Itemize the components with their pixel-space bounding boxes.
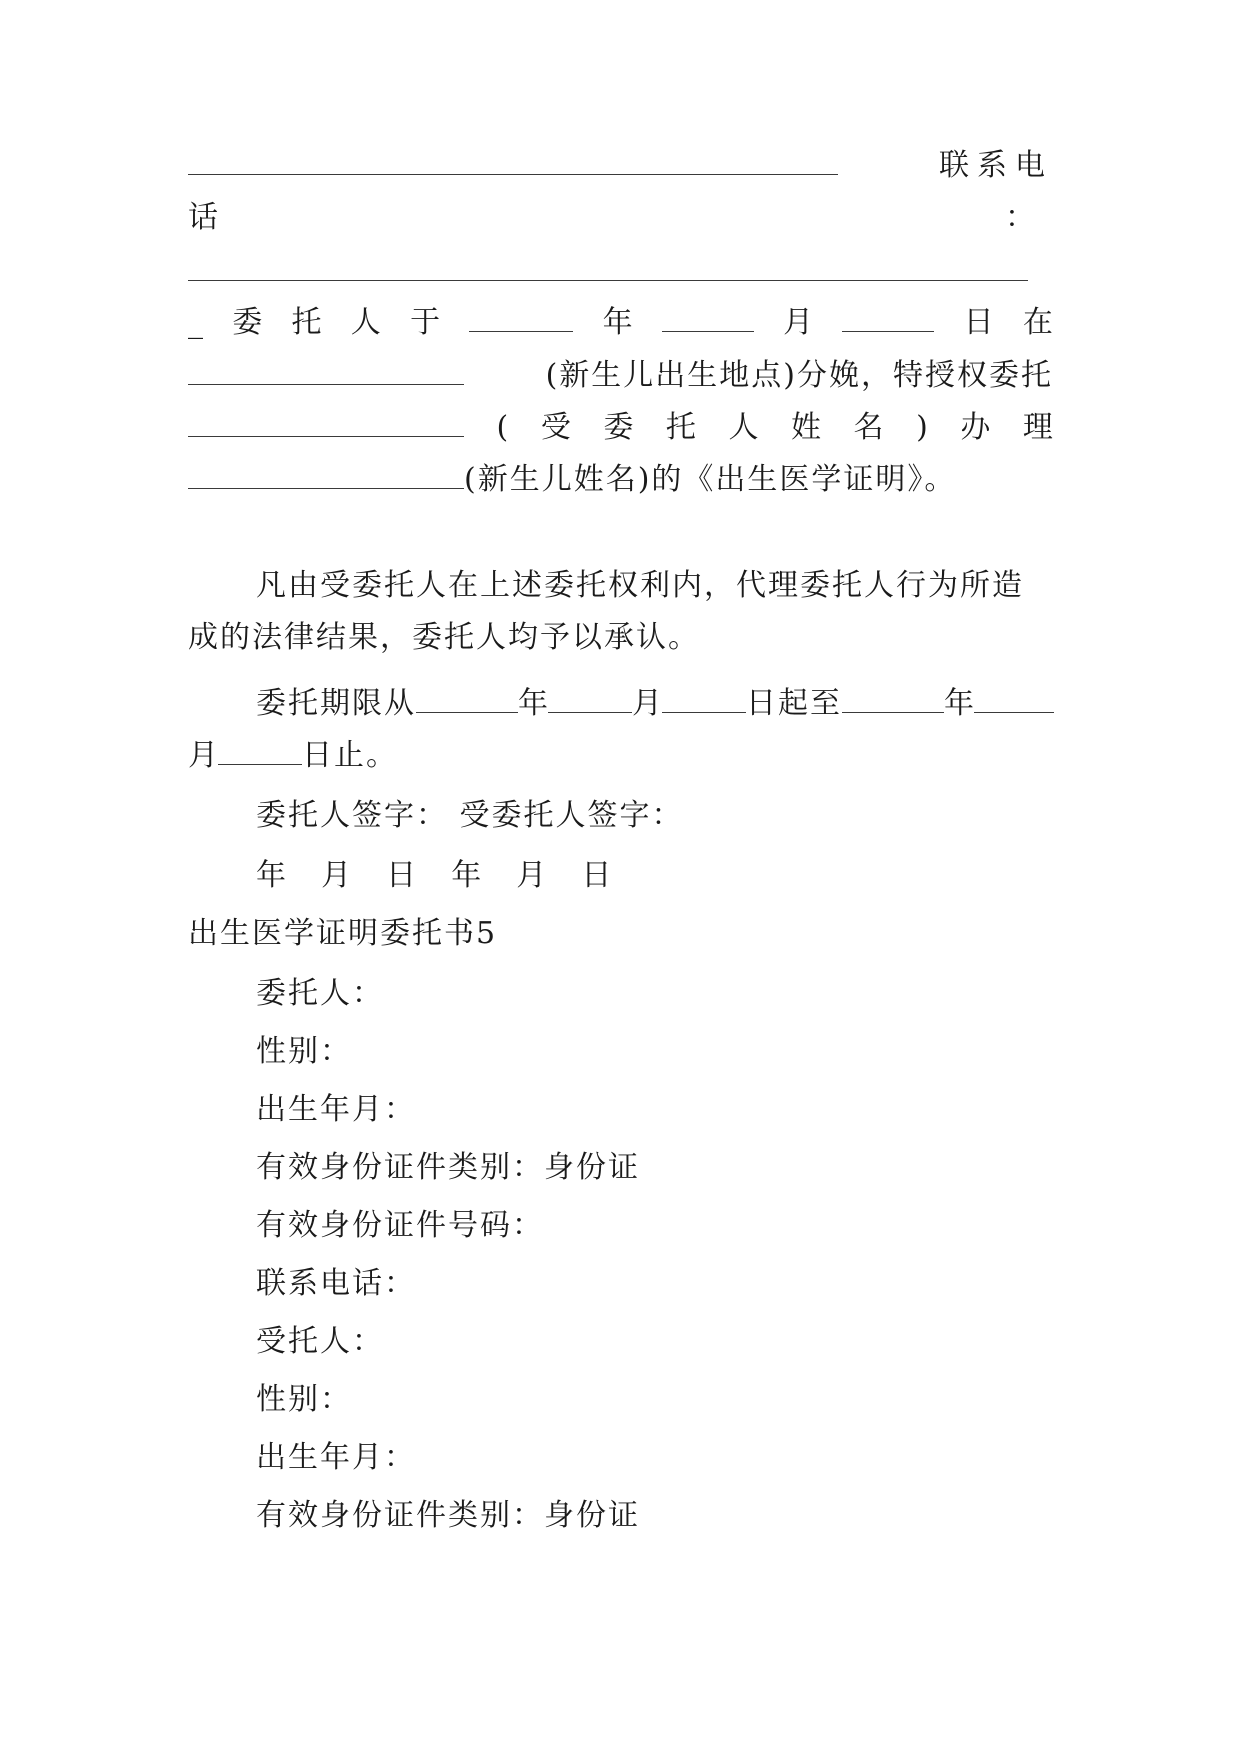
month-blank [548,684,632,713]
agent-name-blank [188,408,464,437]
newborn-name-blank [188,460,464,489]
year-label: 年 [518,686,548,721]
month-label: 月 [188,738,218,773]
text-char: 托 [291,305,322,340]
text-char: 理 [1022,410,1053,445]
month-label: 月 [632,686,662,721]
text-char: 受 [540,410,571,445]
text-char: 办 [960,410,991,445]
section-title: 出生医学证明委托书5 [188,916,498,951]
text-char: 托 [665,410,696,445]
signature-line: 委托人签字： 受委托人签字： [256,798,684,833]
text-char: 委 [232,305,263,340]
month-blank [662,303,754,332]
newborn-name-line [188,460,1053,500]
contact-phone-label-part2: 话 [188,200,218,235]
paragraph-line: 成的法律结果，委托人均予以承认。 [188,620,700,655]
text-char: 人 [728,410,759,445]
day-blank [662,684,746,713]
form-field: 有效身份证件号码： [256,1208,544,1243]
form-field: 联系电话： [256,1266,416,1301]
year-blank [416,684,518,713]
text-char: 在 [1022,305,1053,340]
underscore-char: _ [188,305,203,340]
text-char: ) [916,410,928,445]
text-char: 于 [410,305,441,340]
entrust-period-line [188,684,1053,724]
form-field: 出生年月： [256,1092,416,1127]
period-end-label: 日止。 [302,738,398,773]
day-blank [218,736,302,765]
blank-line [188,146,838,175]
form-field: 委托人： [256,976,384,1011]
form-field: 有效身份证件类别：身份证 [256,1498,640,1533]
entrust-period-line-2 [188,736,1053,776]
form-field: 出生年月： [256,1440,416,1475]
agent-name-line [188,408,1053,448]
phone-blank-line [188,280,1028,281]
birth-place-text: (新生儿出生地点)分娩，特授权委托 [545,358,1053,393]
year-label: 年 [944,686,974,721]
signature-date-line: 年 月 日 年 月 日 [256,858,612,893]
form-field: 性别： [256,1382,352,1417]
delivery-date-line [188,303,1053,343]
form-field: 性别： [256,1034,352,1069]
day-blank [842,303,934,332]
contact-phone-line [188,146,1053,186]
newborn-name-text: (新生儿姓名)的《出生医学证明》。 [464,462,957,497]
form-field: 有效身份证件类别：身份证 [256,1150,640,1185]
birth-place-blank [188,356,464,385]
paragraph-line: 凡由受委托人在上述委托权利内，代理委托人行为所造 [256,568,1024,603]
year-blank [842,684,944,713]
month-label: 月 [783,305,814,340]
text-char: 委 [603,410,634,445]
period-prefix: 委托期限从 [256,686,416,721]
until-label: 日起至 [746,686,842,721]
form-field: 受托人： [256,1324,384,1359]
year-label: 年 [602,305,633,340]
year-blank [469,303,573,332]
day-label: 日 [963,305,994,340]
contact-phone-line-2 [188,198,1053,238]
birth-place-line [188,356,1053,396]
text-char: 姓 [791,410,821,445]
text-char: 名 [853,410,884,445]
text-char: 人 [350,305,381,340]
month-blank [974,684,1054,713]
contact-phone-label-part1: 联系电 [939,148,1053,183]
colon: ： [1005,200,1035,235]
text-char: ( [496,410,509,445]
